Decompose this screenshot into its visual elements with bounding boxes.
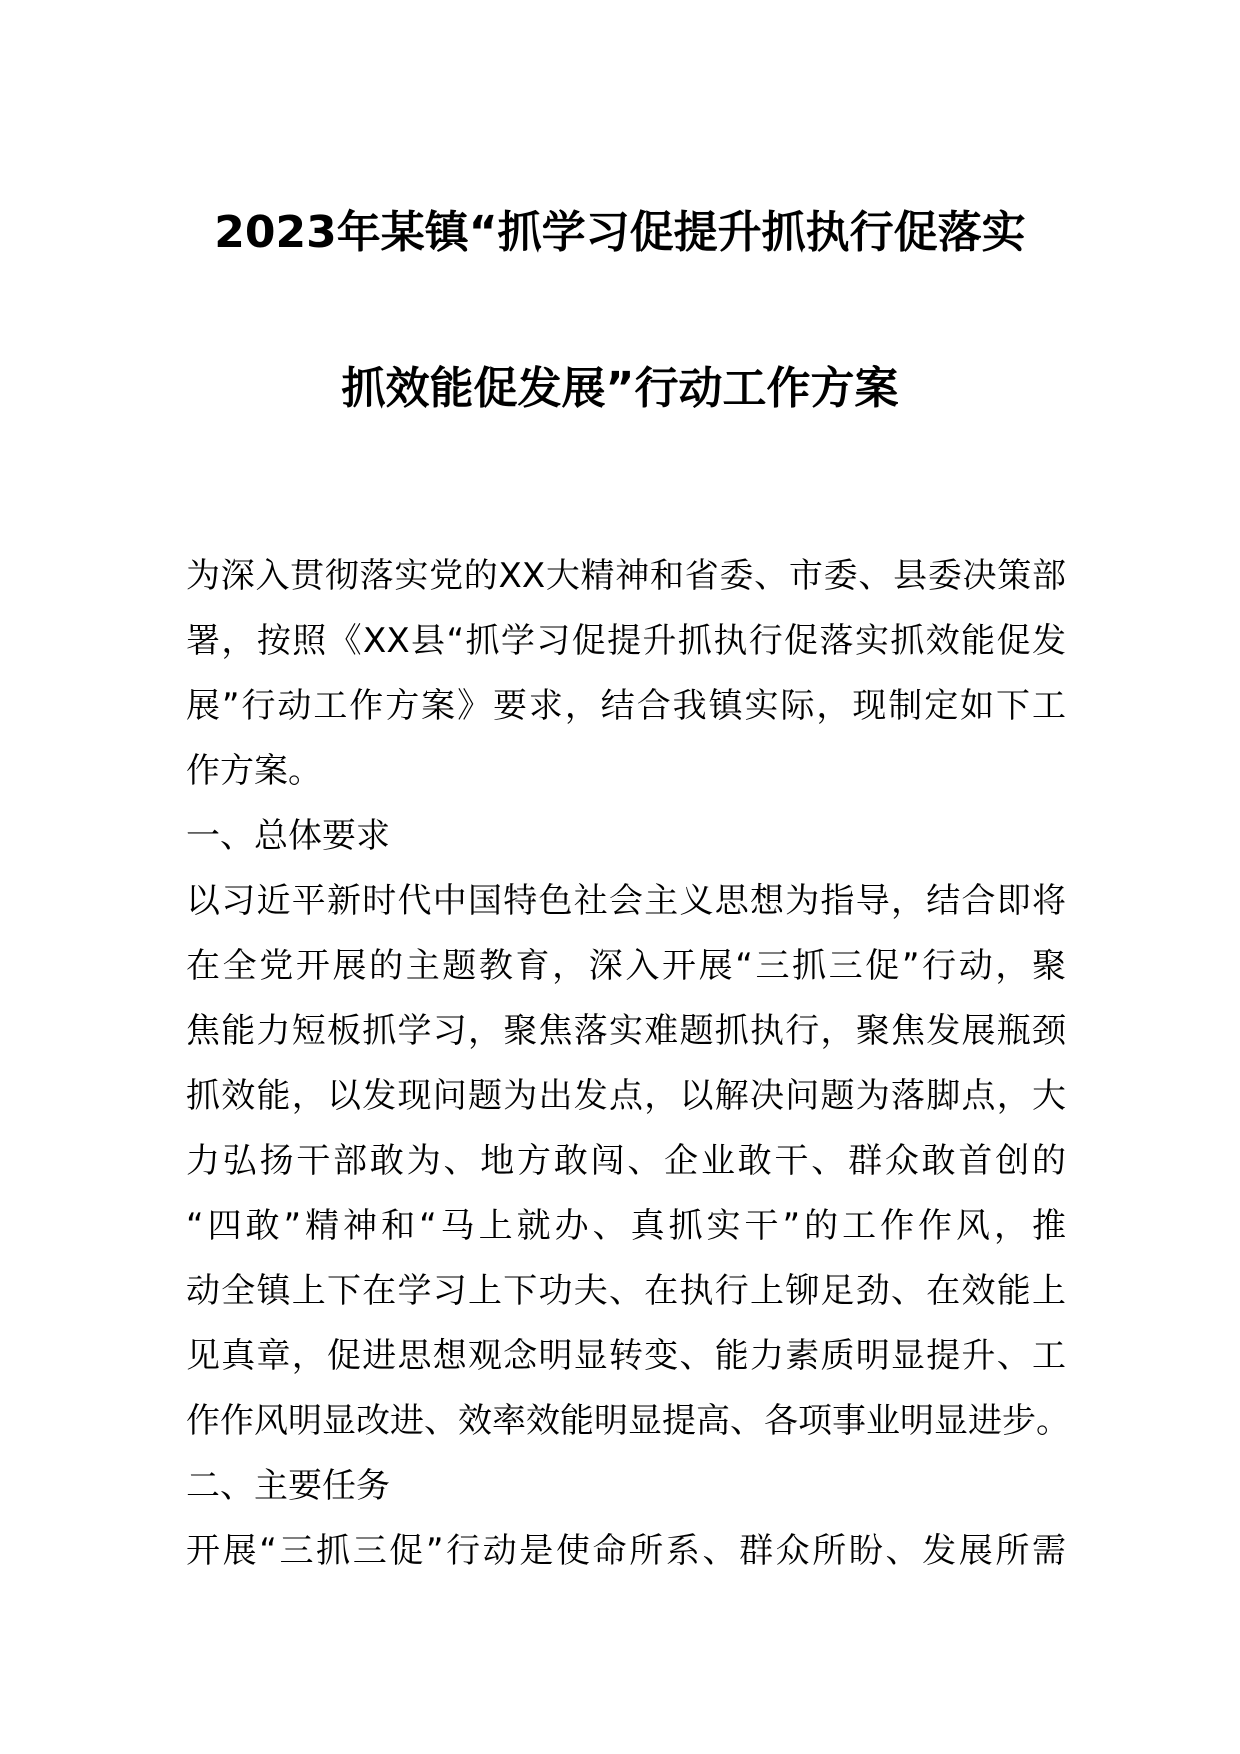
body-line: 在全党开展的主题教育，深入开展“三抓三促”行动，聚 — [186, 946, 1066, 986]
document-title-line-2: 抓效能促发展”行动工作方案 — [341, 363, 899, 414]
body-line: 抓效能，以发现问题为出发点，以解决问题为落脚点，大 — [186, 1076, 1066, 1116]
body-line: 作方案。 — [186, 751, 322, 791]
body-line: 开展“三抓三促”行动是使命所系、群众所盼、发展所需 — [186, 1531, 1066, 1571]
body-line: 动全镇上下在学习上下功夫、在执行上铆足劲、在效能上 — [186, 1271, 1066, 1311]
body-line: 见真章，促进思想观念明显转变、能力素质明显提升、工 — [186, 1336, 1066, 1376]
document-body — [186, 544, 1070, 1584]
body-line: 作作风明显改进、效率效能明显提高、各项事业明显进步。 — [186, 1401, 1070, 1441]
document-title-line-1: 2023年某镇“抓学习促提升抓执行促落实 — [214, 207, 1026, 258]
section-heading: 二、主要任务 — [186, 1466, 390, 1506]
body-line: 焦能力短板抓学习，聚焦落实难题抓执行，聚焦发展瓶颈 — [186, 1011, 1066, 1051]
body-line: 署，按照《XX县“抓学习促提升抓执行促落实抓效能促发 — [186, 621, 1066, 661]
body-line: 以习近平新时代中国特色社会主义思想为指导，结合即将 — [186, 881, 1066, 921]
section-heading: 一、总体要求 — [186, 816, 390, 856]
body-line: “四敢”精神和“马上就办、真抓实干”的工作作风，推 — [186, 1206, 1066, 1246]
body-line: 展”行动工作方案》要求，结合我镇实际，现制定如下工 — [186, 686, 1066, 726]
body-line: 为深入贯彻落实党的XX大精神和省委、市委、县委决策部 — [186, 556, 1066, 596]
body-line: 力弘扬干部敢为、地方敢闯、企业敢干、群众敢首创的 — [186, 1141, 1066, 1181]
